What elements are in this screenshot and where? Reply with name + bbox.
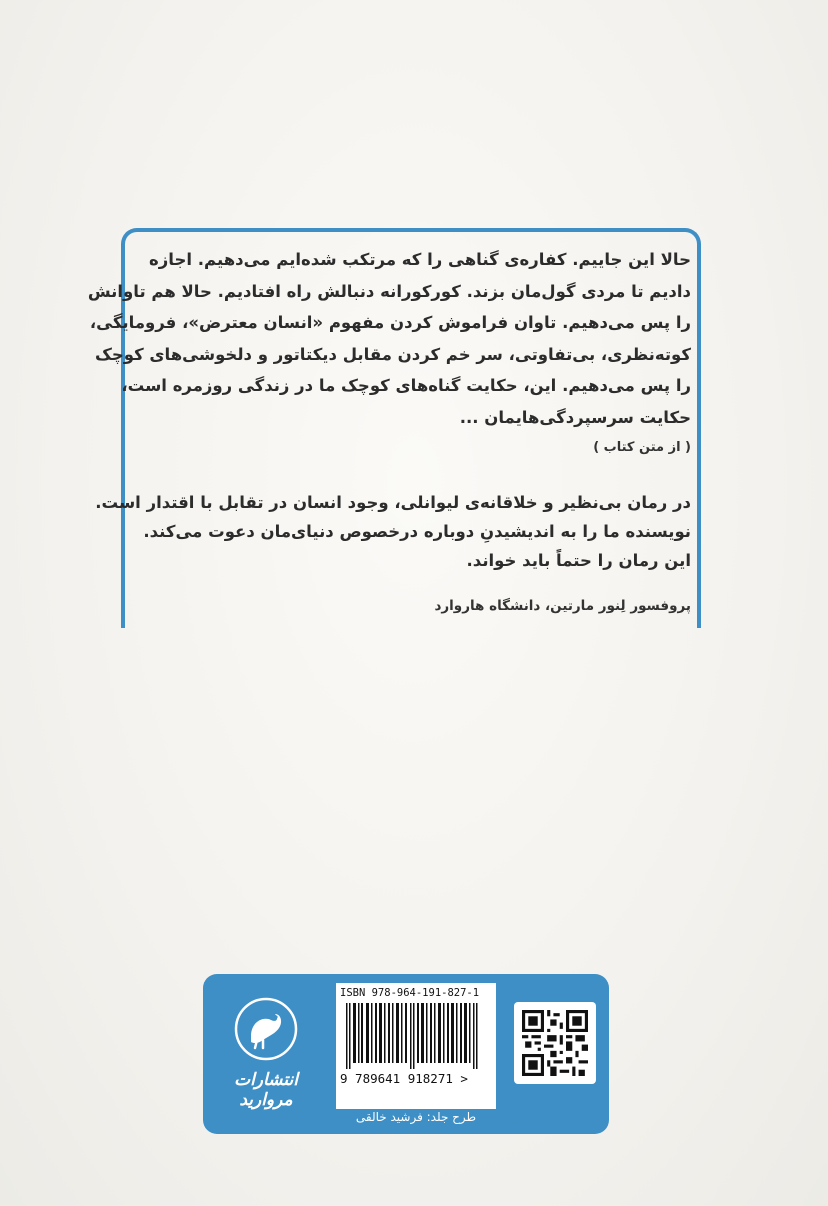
excerpt-line: کوته‌نظری، بی‌تفاوتی، سر خم کردن مقابل دیکتاتور و دلخوشی‌های کوچک [94, 344, 691, 364]
isbn-number: ISBN 978-964-191-827-1 [340, 987, 480, 999]
bird-emblem-icon [233, 996, 299, 1062]
qr-code [514, 1002, 596, 1084]
isbn-barcode [336, 983, 496, 1109]
excerpt-line: دادیم تا مردی گول‌مان بزند. کورکورانه دنبالش راه افتادیم. حالا هم تاوانش [87, 281, 691, 301]
excerpt-line: را پس می‌دهیم. این، حکایت گناه‌های کوچک ما در زندگی روزمره است، [121, 376, 691, 395]
reviewer-attribution: پروفسور لِنور مارتین، دانشگاه هاروارد [434, 598, 691, 614]
excerpt-line: حالا این جاییم. کفاره‌ی گناهی را که مرتکب شده‌ایم می‌دهیم. اجازه [149, 250, 691, 269]
qr-code-icon [522, 1010, 588, 1076]
review-line: این رمان را حتماً باید خواند. [466, 551, 691, 570]
book-excerpt [87, 244, 691, 433]
review-text [95, 488, 691, 575]
barcode-digits: 9 789641 918271 > [340, 1071, 468, 1086]
excerpt-line: را پس می‌دهیم. تاوان فراموش کردن مفهوم «انسان معترض»، فرومایگی، [89, 313, 691, 332]
excerpt-line: حکایت سرسپردگی‌هایمان ... [459, 407, 691, 427]
publisher-name: انتشارات مروارید [234, 1070, 298, 1110]
cover-designer-credit: طرح جلد: فرشید خالقی [355, 1110, 477, 1124]
excerpt-source: ( از متن کتاب ) [593, 440, 691, 455]
review-line: در رمان بی‌نظیر و خلاقانه‌ی لیوانلی، وجود انسان در تقابل با اقتدار است. [95, 493, 691, 512]
barcode-bars [342, 1003, 490, 1069]
publisher-logo [203, 974, 327, 1134]
review-line: نویسنده ما را به اندیشیدنِ دوباره درخصوص دنیای‌مان دعوت می‌کند. [143, 522, 691, 541]
